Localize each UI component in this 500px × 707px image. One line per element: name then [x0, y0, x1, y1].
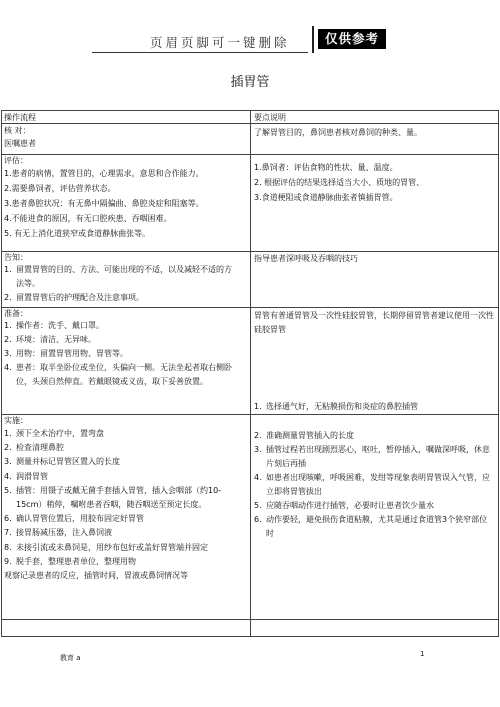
page-title: 插胃管 — [230, 75, 270, 90]
list-item: 观察记录患者的反应，插管时间，胃液或鼻饲情况等 — [4, 571, 188, 581]
list-item: 3. 测量并标记胃管区置入的长度 — [4, 457, 120, 467]
reference-only-badge: 仅供参考 — [318, 29, 386, 49]
row-implement-heading: 实施： — [4, 416, 28, 425]
list-item: 4. 患者：取半坐卧位或坐位，头偏向一侧。无法坐起者取右侧卧位，头颈自然伸直。若戴眼镜或义齿，取下妥善放置。 — [4, 363, 232, 386]
header-separator — [312, 26, 314, 53]
list-item: 1. 操作者：洗手、戴口罩。 — [4, 321, 104, 330]
list-item: 4. 如患者出现咳嗽，呼吸困难，发绀等现象表明胃管误入气管，应立即将胃管拔出 — [254, 473, 490, 496]
list-item: 1.患者的病情，置管目的，心理需求，意思和合作能力。 — [4, 169, 204, 178]
list-item: 5. 有无上消化道狭窄或食道静脉曲张等。 — [4, 229, 151, 238]
list-item: 1.鼻饲者：评估食物的性状、量、温度。 — [254, 163, 398, 172]
row-implement-left — [4, 414, 244, 583]
list-item: 9. 脱手套，整理患者单位，整理用物 — [4, 556, 136, 566]
list-item: 6. 确认胃管位置后，用胶布固定好胃管 — [4, 514, 144, 524]
list-item: 8. 未接引流或未鼻饲是，用纱布包好或盖好胃管端并固定 — [4, 542, 208, 552]
list-item: 1. 选择通气好，无粘膜损伤和炎症的鼻腔插管 — [254, 402, 418, 411]
page-number: 1 — [420, 650, 425, 658]
list-item: 5. 插管：用镊子或戴无菌手套插入胃管，插入会咽部（约10-15cm）稍停，嘱咐患者吞咽，随吞咽送至预定长度。 — [4, 485, 222, 510]
footer-left-text: 教育 a — [60, 654, 81, 662]
list-item: 5. 应随吞咽动作进行插管，必要时让患者饮少量水 — [254, 501, 434, 510]
row-assess-left — [4, 155, 244, 241]
list-item: 医嘱患者 — [4, 139, 36, 148]
row-assess-heading: 评估： — [4, 156, 28, 165]
table-mid-border — [250, 110, 251, 637]
list-item: 2. 准确测量胃管插入的长度 — [254, 431, 354, 440]
row-prepare-right-step1 — [254, 400, 494, 413]
list-item: 3.食道梗阻或食道静脉曲张者慎插胃管。 — [254, 193, 398, 202]
list-item: 6. 动作要轻，避免损伤食道粘膜，尤其是通过食道管3个狭窄部位时 — [254, 515, 488, 538]
table-left-border — [1, 110, 2, 637]
list-item: 7. 接胃肠减压器，注入鼻饲液 — [4, 528, 112, 538]
row-prepare-left — [4, 308, 238, 389]
col-header-procedure: 操作流程 — [4, 113, 36, 122]
row-inform-right — [254, 252, 494, 265]
list-item: 胃管有普通胃管及一次性硅胶胃管，长期停留胃管者建议使用一次性硅胶胃管 — [254, 311, 494, 334]
list-item: 2. 环境：清洁、无异味。 — [4, 335, 96, 344]
list-item: 4.不能进食的原因，有无口腔疾患、吞咽困难。 — [4, 214, 172, 223]
header-underline — [92, 52, 308, 53]
row-assess-right — [254, 160, 494, 205]
row-verify-left — [4, 124, 244, 150]
header-watermark-text: 页眉页脚可一键删除 — [150, 35, 290, 50]
list-item: 指导患者深呼吸及吞咽的技巧 — [254, 254, 358, 263]
list-item: 2. 留置胃管后的护理配合及注意事项。 — [4, 293, 144, 302]
row-implement-right — [254, 429, 494, 541]
row-verify-right — [254, 126, 494, 139]
list-item: 1. 颈下全术治疗中，置弯盘 — [4, 429, 104, 438]
row-verify-heading: 核 对： — [4, 126, 31, 135]
list-item: 1. 留置胃管的目的、方法、可能出现的不适，以及减轻不适的方法等。 — [4, 265, 232, 288]
list-item: 4. 润滑胃管 — [4, 471, 48, 481]
list-item: 2.需要鼻饲者，评估营养状态。 — [4, 184, 116, 193]
list-item: 3.患者鼻腔状况：有无鼻中隔偏曲、鼻腔炎症和阻塞等。 — [4, 199, 204, 208]
row-inform-left — [4, 252, 238, 305]
row-inform-heading: 告知： — [4, 253, 28, 262]
row-prepare-right-note — [254, 309, 494, 337]
list-item: 3. 插管过程若出现剧烈恶心，呕吐，暂停插入，嘱做深呼吸，休息片刻后再插 — [254, 445, 490, 468]
col-header-key-points: 要点说明 — [254, 113, 286, 122]
list-item: 2. 检查清理鼻腔 — [4, 443, 64, 453]
list-item: 3. 用物：留置胃管用物、胃管等。 — [4, 349, 128, 358]
list-item: 2. 根据评估的结果选择适当大小、质地的胃管、 — [254, 178, 425, 187]
list-item: 了解胃管目的，鼻饲患者核对鼻饲的种类、量。 — [254, 128, 422, 137]
row-prepare-heading: 准备： — [4, 309, 28, 318]
table-right-border — [498, 110, 499, 637]
